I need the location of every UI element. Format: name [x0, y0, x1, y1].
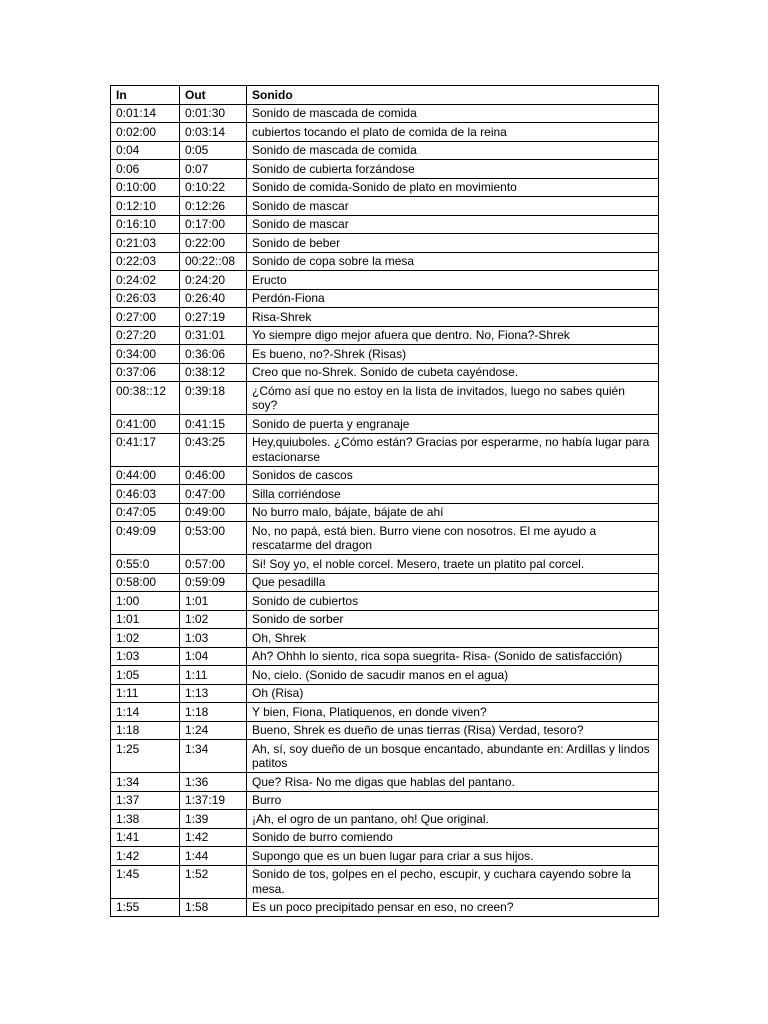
cell-out: 0:24:20 [180, 271, 247, 290]
cell-out: 0:05 [180, 141, 247, 160]
table-row [111, 415, 659, 434]
table-row [111, 178, 659, 197]
cell-out: 1:42 [180, 828, 247, 847]
table-row [111, 666, 659, 685]
cell-out: 1:34 [180, 740, 247, 773]
table-row [111, 847, 659, 866]
cell-in: 0:16:10 [111, 215, 180, 234]
table-header-row [111, 86, 659, 105]
cell-sound: Oh (Risa) [247, 684, 659, 703]
cell-out: 0:53:00 [180, 522, 247, 555]
table-row [111, 647, 659, 666]
cell-in: 0:47:05 [111, 503, 180, 522]
cell-out: 1:37:19 [180, 791, 247, 810]
cell-sound: Sonido de mascada de comida [247, 104, 659, 123]
table-row [111, 555, 659, 574]
cell-sound: ¡Ah, el ogro de un pantano, oh! Que original. [247, 810, 659, 829]
cell-sound: Sonidos de cascos [247, 466, 659, 485]
cell-sound: Oh, Shrek [247, 629, 659, 648]
cell-in: 0:58:00 [111, 573, 180, 592]
table-row [111, 810, 659, 829]
cell-out: 0:03:14 [180, 123, 247, 142]
cell-in: 0:24:02 [111, 271, 180, 290]
cell-sound: No, cielo. (Sonido de sacudir manos en el agua) [247, 666, 659, 685]
table-row [111, 898, 659, 917]
cell-in: 1:05 [111, 666, 180, 685]
cell-in: 1:00 [111, 592, 180, 611]
cell-sound: Que pesadilla [247, 573, 659, 592]
cell-out: 1:02 [180, 610, 247, 629]
cell-out: 1:01 [180, 592, 247, 611]
cell-sound: Sonido de mascada de comida [247, 141, 659, 160]
cell-in: 1:38 [111, 810, 180, 829]
cell-in: 0:06 [111, 160, 180, 179]
cell-sound: ¿Cómo así que no estoy en la lista de invitados, luego no sabes quién soy? [247, 382, 659, 415]
cell-in: 0:12:10 [111, 197, 180, 216]
cell-in: 1:37 [111, 791, 180, 810]
table-row [111, 466, 659, 485]
cell-sound: No, no papá, está bien. Burro viene con nosotros. El me ayudo a rescatarme del dragon [247, 522, 659, 555]
table-row [111, 522, 659, 555]
cell-in: 0:27:00 [111, 308, 180, 327]
cell-sound: Sonido de cubierta forzándose [247, 160, 659, 179]
table-row [111, 326, 659, 345]
header-out: Out [180, 86, 247, 105]
cell-sound: Ah? Ohhh lo siento, rica sopa suegrita- Risa- (Sonido de satisfacción) [247, 647, 659, 666]
sound-log-table [110, 85, 659, 917]
cell-out: 00:22::08 [180, 252, 247, 271]
cell-in: 0:27:20 [111, 326, 180, 345]
cell-sound: Eructo [247, 271, 659, 290]
table-row [111, 433, 659, 466]
cell-in: 1:11 [111, 684, 180, 703]
cell-in: 0:04 [111, 141, 180, 160]
cell-sound: Que? Risa- No me digas que hablas del pantano. [247, 773, 659, 792]
cell-sound: Sonido de comida-Sonido de plato en movimiento [247, 178, 659, 197]
cell-out: 1:03 [180, 629, 247, 648]
cell-in: 0:44:00 [111, 466, 180, 485]
cell-sound: Bueno, Shrek es dueño de unas tierras (Risa) Verdad, tesoro? [247, 721, 659, 740]
cell-out: 1:39 [180, 810, 247, 829]
cell-in: 0:21:03 [111, 234, 180, 253]
cell-out: 0:17:00 [180, 215, 247, 234]
cell-in: 1:03 [111, 647, 180, 666]
cell-sound: Supongo que es un buen lugar para criar a sus hijos. [247, 847, 659, 866]
cell-in: 0:46:03 [111, 485, 180, 504]
cell-sound: Ah, sí, soy dueño de un bosque encantado, abundante en: Ardillas y lindos patitos [247, 740, 659, 773]
cell-out: 0:57:00 [180, 555, 247, 574]
cell-out: 1:04 [180, 647, 247, 666]
cell-in: 0:41:00 [111, 415, 180, 434]
cell-sound: Sonido de sorber [247, 610, 659, 629]
table-row [111, 104, 659, 123]
cell-in: 0:49:09 [111, 522, 180, 555]
table-row [111, 573, 659, 592]
table-row [111, 363, 659, 382]
cell-sound: Sonido de cubiertos [247, 592, 659, 611]
cell-out: 0:47:00 [180, 485, 247, 504]
cell-out: 0:12:26 [180, 197, 247, 216]
table-row [111, 308, 659, 327]
cell-in: 00:38::12 [111, 382, 180, 415]
cell-sound: Sonido de mascar [247, 215, 659, 234]
cell-sound: cubiertos tocando el plato de comida de la reina [247, 123, 659, 142]
table-row [111, 629, 659, 648]
table-row [111, 141, 659, 160]
cell-out: 1:58 [180, 898, 247, 917]
cell-in: 1:14 [111, 703, 180, 722]
table-row [111, 703, 659, 722]
cell-sound: Sonido de burro comiendo [247, 828, 659, 847]
cell-sound: Perdón-Fiona [247, 289, 659, 308]
cell-in: 1:34 [111, 773, 180, 792]
cell-out: 0:07 [180, 160, 247, 179]
cell-sound: No burro malo, bájate, bájate de ahí [247, 503, 659, 522]
table-row [111, 791, 659, 810]
table-body [111, 104, 659, 917]
cell-out: 0:46:00 [180, 466, 247, 485]
cell-in: 0:26:03 [111, 289, 180, 308]
cell-out: 0:27:19 [180, 308, 247, 327]
cell-sound: Risa-Shrek [247, 308, 659, 327]
cell-sound: Es un poco precipitado pensar en eso, no creen? [247, 898, 659, 917]
cell-in: 1:41 [111, 828, 180, 847]
cell-sound: Sonido de beber [247, 234, 659, 253]
cell-in: 0:55:0 [111, 555, 180, 574]
cell-sound: Sonido de tos, golpes en el pecho, escupir, y cuchara cayendo sobre la mesa. [247, 865, 659, 898]
cell-in: 0:22:03 [111, 252, 180, 271]
cell-out: 0:31:01 [180, 326, 247, 345]
table-row [111, 828, 659, 847]
header-in: In [111, 86, 180, 105]
cell-in: 1:42 [111, 847, 180, 866]
cell-out: 1:13 [180, 684, 247, 703]
cell-in: 1:01 [111, 610, 180, 629]
table-row [111, 485, 659, 504]
cell-sound: Burro [247, 791, 659, 810]
cell-in: 0:02:00 [111, 123, 180, 142]
header-sound: Sonido [247, 86, 659, 105]
cell-out: 0:38:12 [180, 363, 247, 382]
cell-in: 0:01:14 [111, 104, 180, 123]
cell-out: 0:41:15 [180, 415, 247, 434]
cell-sound: Creo que no-Shrek. Sonido de cubeta cayéndose. [247, 363, 659, 382]
table-row [111, 503, 659, 522]
cell-sound: Y bien, Fiona, Platiquenos, en donde viven? [247, 703, 659, 722]
cell-out: 0:36:06 [180, 345, 247, 364]
table-row [111, 160, 659, 179]
cell-in: 1:25 [111, 740, 180, 773]
table-row [111, 773, 659, 792]
table-row [111, 610, 659, 629]
table-row [111, 865, 659, 898]
cell-out: 0:22:00 [180, 234, 247, 253]
cell-in: 1:02 [111, 629, 180, 648]
table-row [111, 740, 659, 773]
cell-sound: Hey,quiuboles. ¿Cómo están? Gracias por esperarme, no había lugar para estacionarse [247, 433, 659, 466]
cell-out: 0:43:25 [180, 433, 247, 466]
cell-sound: Es bueno, no?-Shrek (Risas) [247, 345, 659, 364]
cell-in: 1:55 [111, 898, 180, 917]
cell-in: 0:10:00 [111, 178, 180, 197]
cell-out: 0:59:09 [180, 573, 247, 592]
table-row [111, 345, 659, 364]
cell-out: 1:18 [180, 703, 247, 722]
cell-in: 0:34:00 [111, 345, 180, 364]
cell-out: 1:36 [180, 773, 247, 792]
table-row [111, 215, 659, 234]
cell-out: 0:39:18 [180, 382, 247, 415]
table-row [111, 721, 659, 740]
table-row [111, 592, 659, 611]
table-row [111, 197, 659, 216]
cell-sound: Silla corriéndose [247, 485, 659, 504]
table-row [111, 382, 659, 415]
table-row [111, 252, 659, 271]
cell-in: 1:18 [111, 721, 180, 740]
table-row [111, 234, 659, 253]
table-row [111, 123, 659, 142]
cell-out: 0:26:40 [180, 289, 247, 308]
table-row [111, 684, 659, 703]
table-row [111, 271, 659, 290]
cell-out: 1:52 [180, 865, 247, 898]
table-row [111, 289, 659, 308]
cell-sound: Sonido de copa sobre la mesa [247, 252, 659, 271]
cell-out: 0:01:30 [180, 104, 247, 123]
cell-sound: Si! Soy yo, el noble corcel. Mesero, traete un platito pal corcel. [247, 555, 659, 574]
cell-out: 0:49:00 [180, 503, 247, 522]
cell-in: 1:45 [111, 865, 180, 898]
cell-out: 1:11 [180, 666, 247, 685]
cell-out: 0:10:22 [180, 178, 247, 197]
cell-sound: Sonido de puerta y engranaje [247, 415, 659, 434]
cell-sound: Yo siempre digo mejor afuera que dentro. No, Fiona?-Shrek [247, 326, 659, 345]
cell-out: 1:24 [180, 721, 247, 740]
cell-out: 1:44 [180, 847, 247, 866]
cell-in: 0:41:17 [111, 433, 180, 466]
cell-in: 0:37:06 [111, 363, 180, 382]
cell-sound: Sonido de mascar [247, 197, 659, 216]
